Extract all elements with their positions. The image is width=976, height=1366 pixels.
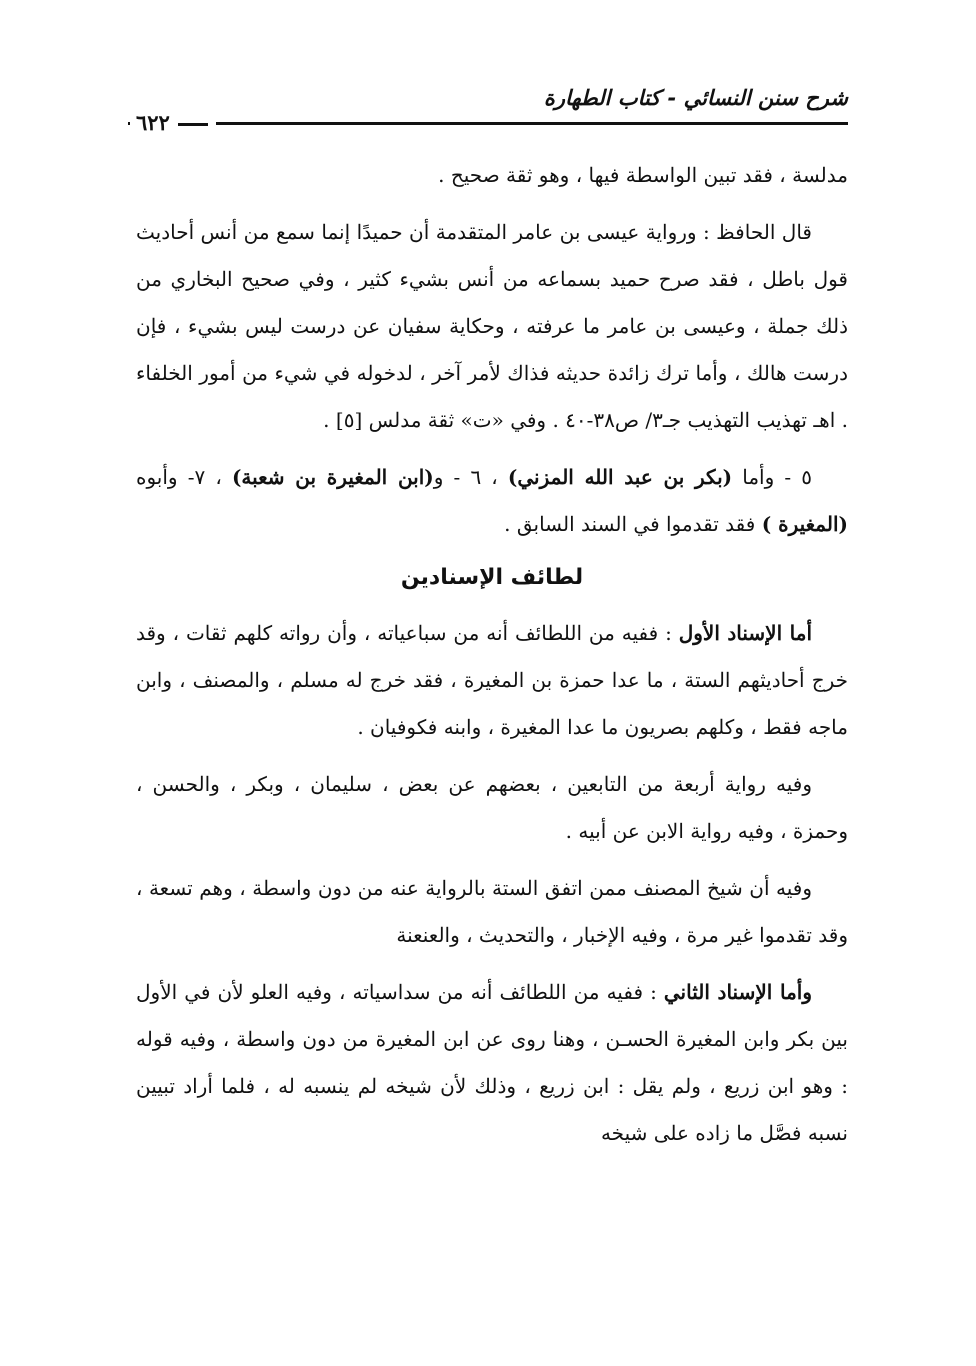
narrator-bakr: (بكر بن عبد الله المزني) (507, 465, 733, 489)
narrator-ibn-mughira: (ابن المغيرة بن شعبة) (231, 465, 434, 489)
second-isnad-lead: وأما الإسناد الثاني (663, 980, 812, 1004)
narrators-text-a: ٥ - وأما (732, 465, 813, 489)
paragraph-tabiin: وفيه رواية أربعة من التابعين ، بعضهم عن بعض ، سليمان ، وبكر ، والحسن ، وحمزة ، وفيه رواية الابن عن أبيه . (136, 772, 848, 843)
second-isnad-text: : ففيه من اللطائف أنه من سداسياته ، وفيه العلو لأن في الأول بين بكر وابن المغيرة الحسـن ، وهنا روى عن ابن المغيرة من دون واسطة ، وفيه قوله : وهو ابن زريع ، ولم يقل : ابن زريع ، وذلك لأن شيخه لم ينسبه له ، فلما أراد تبيين نسبه فصَّل ما زاده على شيخه (136, 980, 848, 1145)
paragraph-first-isnad (136, 610, 848, 751)
page-header (128, 80, 848, 140)
paragraph-sheikh: وفيه أن شيخ المصنف ممن اتفق الستة بالرواية عنه من دون واسطة ، وهم تسعة ، وقد تقدموا غير مرة ، وفيه الإخبار ، والتحديث ، والعنعنة (136, 876, 848, 947)
paragraph-continuation: مدلسة ، فقد تبين الواسطة فيها ، وهو ثقة صحيح . (438, 163, 848, 187)
narrators-text-e: ، ٧- وأبوه (136, 465, 232, 489)
header-rule (128, 122, 848, 125)
first-isnad-text: : ففيه من اللطائف أنه من سباعياته ، وأن رواته كلهم ثقات ، وقد خرج أحاديثهم الستة ، ما عدا حمزة بن المغيرة ، فقد خرج له مسلم ، والمصنف ، وابن ماجه فقط ، وكلهم بصريون ما عدا المغيرة ، وابنه فكوفيان . (136, 621, 848, 739)
book-title: شرح سنن النسائي - كتاب الطهارة (543, 86, 848, 110)
paragraph-narrators (136, 454, 848, 548)
page-number: ٦٢٢ (130, 110, 216, 136)
narrators-text-c: ، ٦ - و (433, 465, 508, 489)
narrator-mughira: (المغيرة ) (761, 512, 848, 536)
paragraph-hafiz-quote: قال الحافظ : ورواية عيسى بن عامر المتقدمة أن حميدًا إنما سمع من أنس أحاديث قول باطل ، فقد صرح حميد بسماعه من أنس بشيء كثير ، وفي صحيح البخاري من ذلك جملة ، وعيسى بن عامر ما عرفته ، وحكاية سفيان عن درست ليس بشيء ، فإن درست هالك ، وأما ترك زائدة حديثه فذاك لأمر آخر ، لدخوله في شيء من أمور الخلفاء . اهـ تهذيب التهذيب جـ٣/ ص٣٨-٤٠ . وفي «ت» ثقة مدلس [٥] . (136, 220, 848, 432)
section-heading: لطائف الإسنادين (400, 565, 584, 590)
page-body (136, 152, 848, 1167)
narrators-text-g: فقد تقدموا في السند السابق . (504, 512, 762, 536)
first-isnad-lead: أما الإسناد الأول (678, 621, 812, 645)
paragraph-second-isnad (136, 969, 848, 1157)
